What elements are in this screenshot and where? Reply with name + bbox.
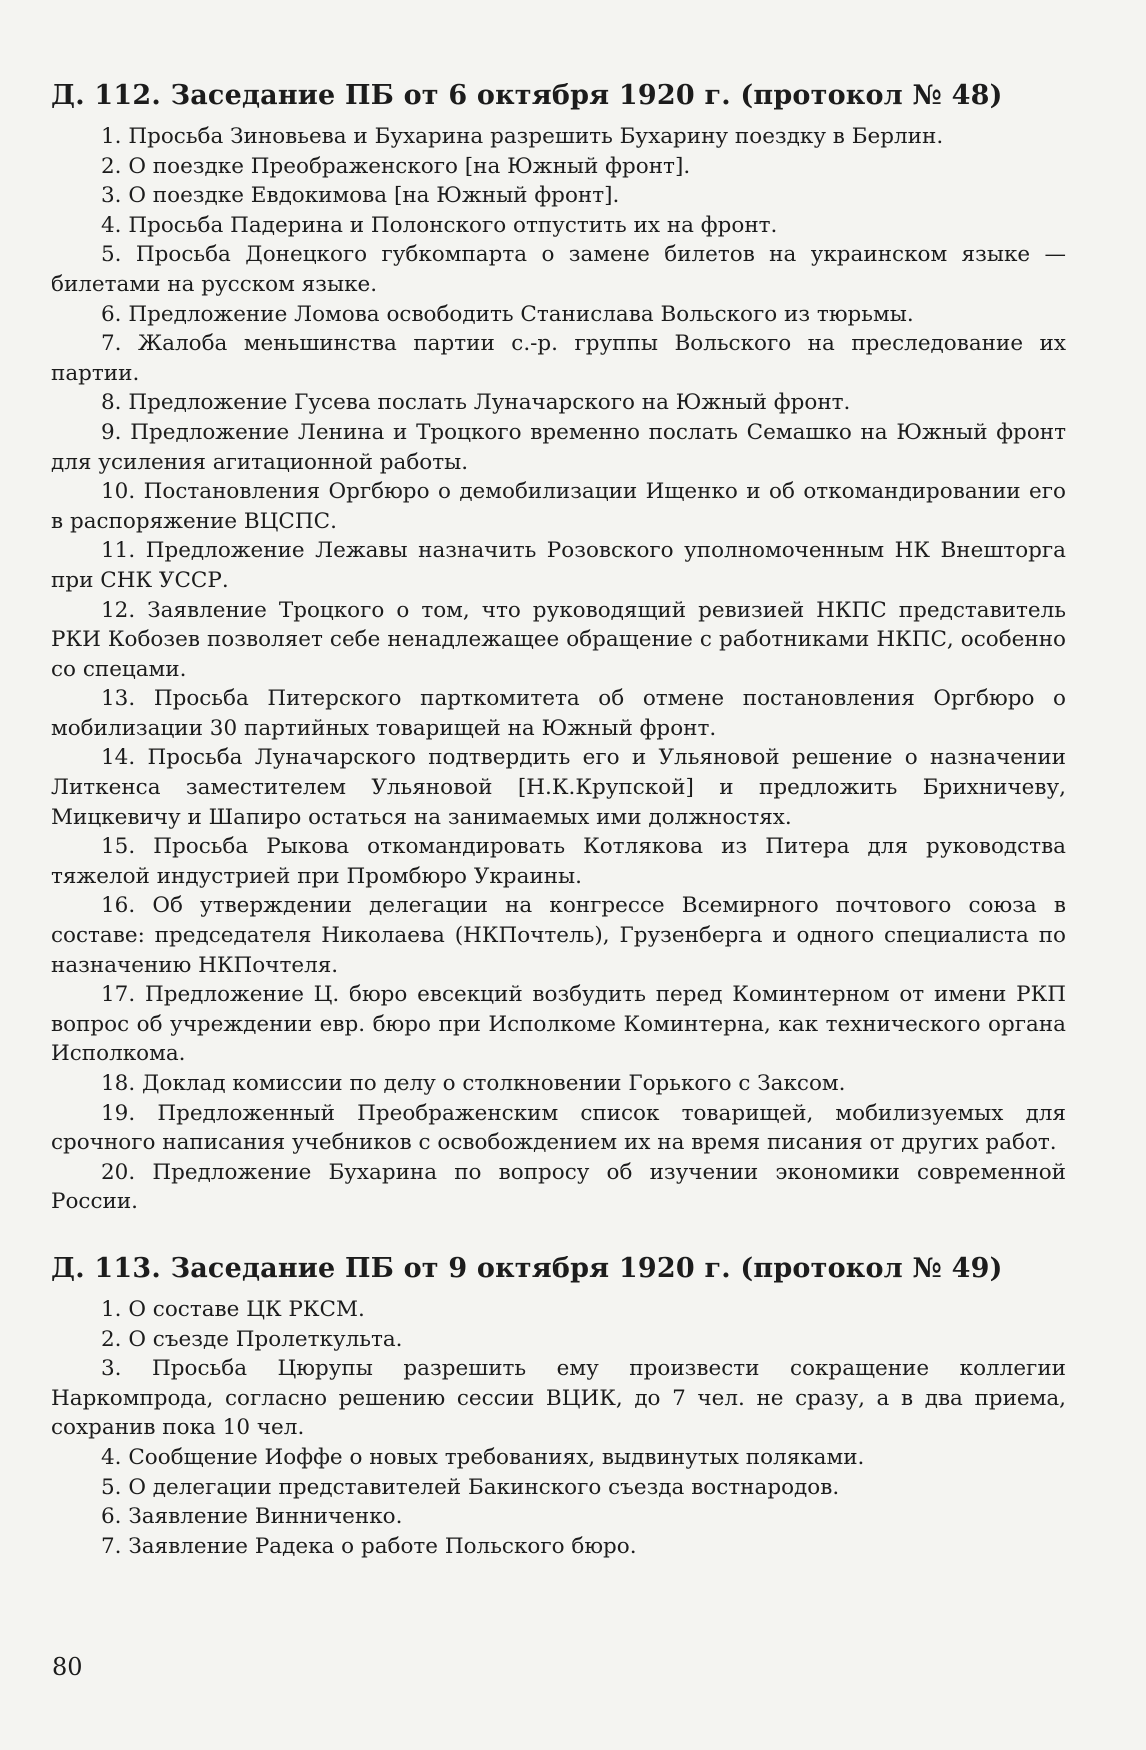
page-number: 80 <box>52 1653 83 1681</box>
agenda-item: 8. Предложение Гусева послать Луначарского на Южный фронт. <box>101 390 851 416</box>
agenda-item: 5. Просьба Донецкого губкомпарта о замене билетов на украинском языке — билетами на русском языке. <box>51 242 1066 297</box>
agenda-item: 13. Просьба Питерского парткомитета об отмене постановления Оргбюро о мобилизации 30 партийных товарищей на Южный фронт. <box>51 686 1066 741</box>
agenda-item: 19. Предложенный Преображенским список товарищей, мобилизуемых для срочного написания учебников с освобождением их на время писания от других работ. <box>51 1100 1066 1156</box>
agenda-item: 2. О съезде Пролеткульта. <box>101 1326 403 1352</box>
agenda-item: 2. О поездке Преображенского [на Южный фронт]. <box>101 153 691 179</box>
agenda-item: 16. Об утверждении делегации на конгрессе Всемирного почтового союза в составе: председателя Николаева (НКПочтель), Грузенберга и одного специалиста по назначению НКПочтеля. <box>51 893 1066 978</box>
agenda-item: 5. О делегации представителей Бакинского съезда востнародов. <box>101 1474 840 1500</box>
section-d113 <box>51 1251 1066 1561</box>
agenda-item: 9. Предложение Ленина и Троцкого временно послать Семашко на Южный фронт для усиления агитационной работы. <box>51 419 1066 475</box>
agenda-item: 4. Просьба Падерина и Полонского отпустить их на фронт. <box>101 212 778 238</box>
agenda-item: 4. Сообщение Иоффе о новых требованиях, выдвинутых поляками. <box>101 1444 865 1470</box>
agenda-item: 6. Предложение Ломова освободить Станислава Вольского из тюрьмы. <box>101 301 914 327</box>
agenda-item: 7. Заявление Радека о работе Польского бюро. <box>101 1533 637 1559</box>
agenda-item: 3. О поездке Евдокимова [на Южный фронт]. <box>101 183 620 209</box>
agenda-item: 17. Предложение Ц. бюро евсекций возбудить перед Коминтерном от имени РКП вопрос об учреждении евр. бюро при Исполкоме Коминтерна, как технического органа Исполкома. <box>51 982 1066 1067</box>
agenda-item: 1. Просьба Зиновьева и Бухарина разрешить Бухарину поездку в Берлин. <box>101 124 944 149</box>
document-page <box>51 78 1066 1561</box>
agenda-item: 1. О составе ЦК РКСМ. <box>101 1296 365 1322</box>
agenda-item: 7. Жалоба меньшинства партии с.-р. группы Вольского на преследование их партии. <box>51 331 1066 386</box>
agenda-item: 10. Постановления Оргбюро о демобилизации Ищенко и об откомандировании его в распоряжение ВЦСПС. <box>51 479 1066 534</box>
agenda-item: 20. Предложение Бухарина по вопросу об изучении экономики современной России. <box>51 1159 1066 1215</box>
section-heading: Д. 113. Заседание ПБ от 9 октября 1920 г. (протокол № 49) <box>51 1252 1003 1284</box>
agenda-item: 15. Просьба Рыкова откомандировать Котлякова из Питера для руководства тяжелой индустрией при Промбюро Украины. <box>51 834 1066 889</box>
agenda-item: 12. Заявление Троцкого о том, что руководящий ревизией НКПС представитель РКИ Кобозев позволяет себе ненадлежащее обращение с работниками НКПС, особенно со спецами. <box>51 597 1066 682</box>
agenda-item: 11. Предложение Лежавы назначить Розовского уполномоченным НК Внешторга при СНК УССР. <box>51 538 1066 593</box>
agenda-item: 6. Заявление Винниченко. <box>101 1504 403 1530</box>
section-heading: Д. 112. Заседание ПБ от 6 октября 1920 г. (протокол № 48) <box>51 80 1003 111</box>
agenda-item: 3. Просьба Цюрупы разрешить ему произвести сокращение коллегии Наркомпрода, согласно решению сессии ВЦИК, до 7 чел. не сразу, а в два приема, сохранив пока 10 чел. <box>51 1356 1066 1441</box>
agenda-item: 14. Просьба Луначарского подтвердить его и Ульяновой решение о назначении Литкенса заместителем Ульяновой [Н.К.Крупской] и предложить Брихничеву, Мицкевичу и Шапиро остаться на занимаемых ими должностях. <box>51 745 1066 830</box>
section-d112 <box>51 78 1066 1217</box>
agenda-item: 18. Доклад комиссии по делу о столкновении Горького с Заксом. <box>101 1071 846 1096</box>
